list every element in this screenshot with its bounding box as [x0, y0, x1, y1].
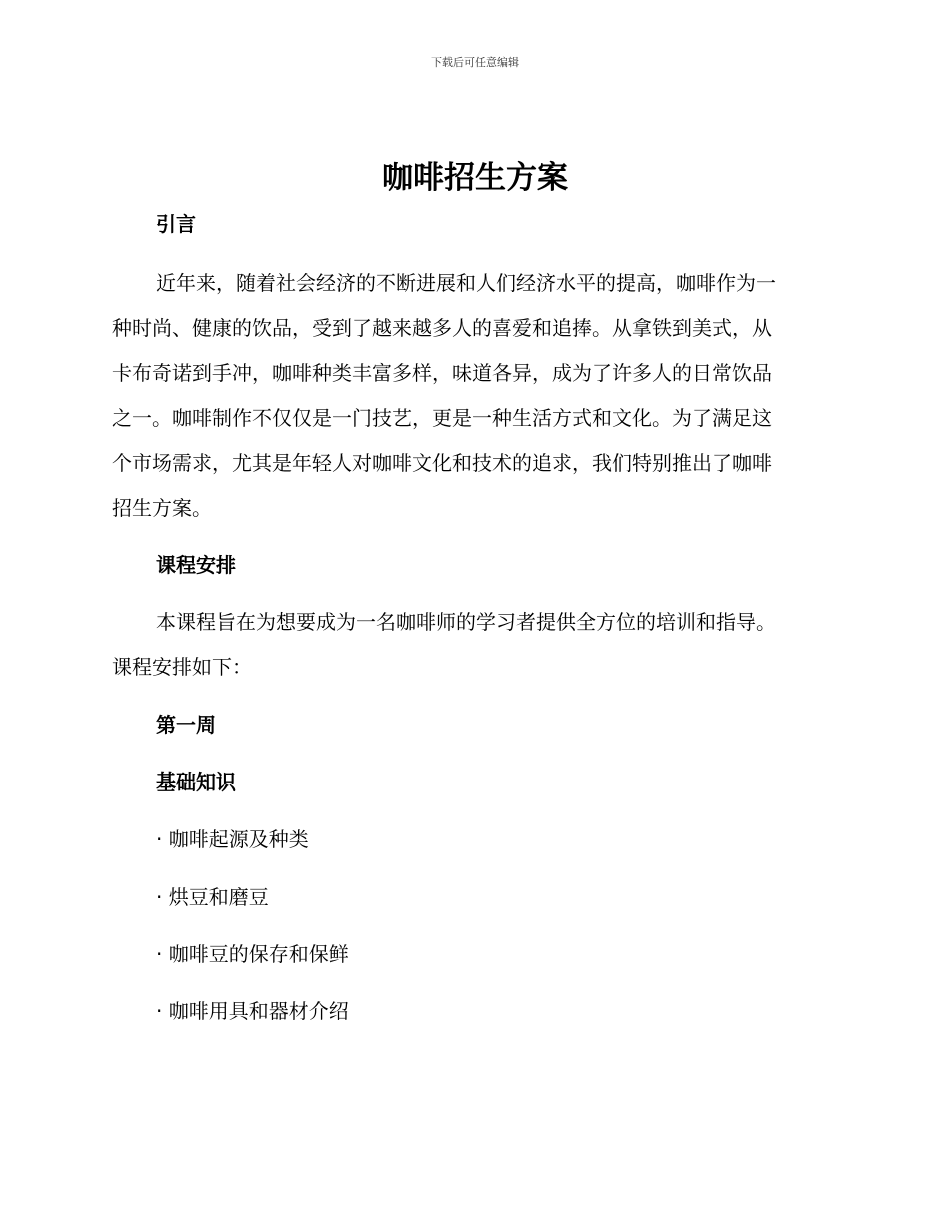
- list-item: · 咖啡豆的保存和保鲜: [156, 942, 349, 966]
- list-item: · 咖啡起源及种类: [156, 827, 309, 851]
- section-heading-intro: 引言: [156, 212, 196, 236]
- week-heading: 第一周: [156, 713, 216, 737]
- intro-line: 种时尚、健康的饮品，受到了越来越多人的喜爱和追捧。从拿铁到美式，从: [112, 316, 772, 340]
- intro-line: 个市场需求，尤其是年轻人对咖啡文化和技术的追求，我们特别推出了咖啡: [112, 451, 772, 475]
- section-heading-course: 课程安排: [156, 553, 236, 577]
- course-line: 本课程旨在为想要成为一名咖啡师的学习者提供全方位的培训和指导。: [156, 610, 776, 634]
- intro-line: 招生方案。: [112, 496, 212, 520]
- document-title: 咖啡招生方案: [382, 160, 568, 196]
- intro-line: 卡布奇诺到手冲，咖啡种类丰富多样，味道各异，成为了许多人的日常饮品: [112, 361, 772, 385]
- topic-heading: 基础知识: [156, 770, 236, 794]
- list-item: · 烘豆和磨豆: [156, 885, 269, 909]
- intro-line: 之一。咖啡制作不仅仅是一门技艺，更是一种生活方式和文化。为了满足这: [112, 406, 772, 430]
- course-line: 课程安排如下：: [112, 655, 252, 679]
- header-note: 下载后可任意编辑: [431, 56, 519, 69]
- intro-line: 近年来，随着社会经济的不断进展和人们经济水平的提高，咖啡作为一: [156, 271, 776, 295]
- list-item: · 咖啡用具和器材介绍: [156, 999, 349, 1023]
